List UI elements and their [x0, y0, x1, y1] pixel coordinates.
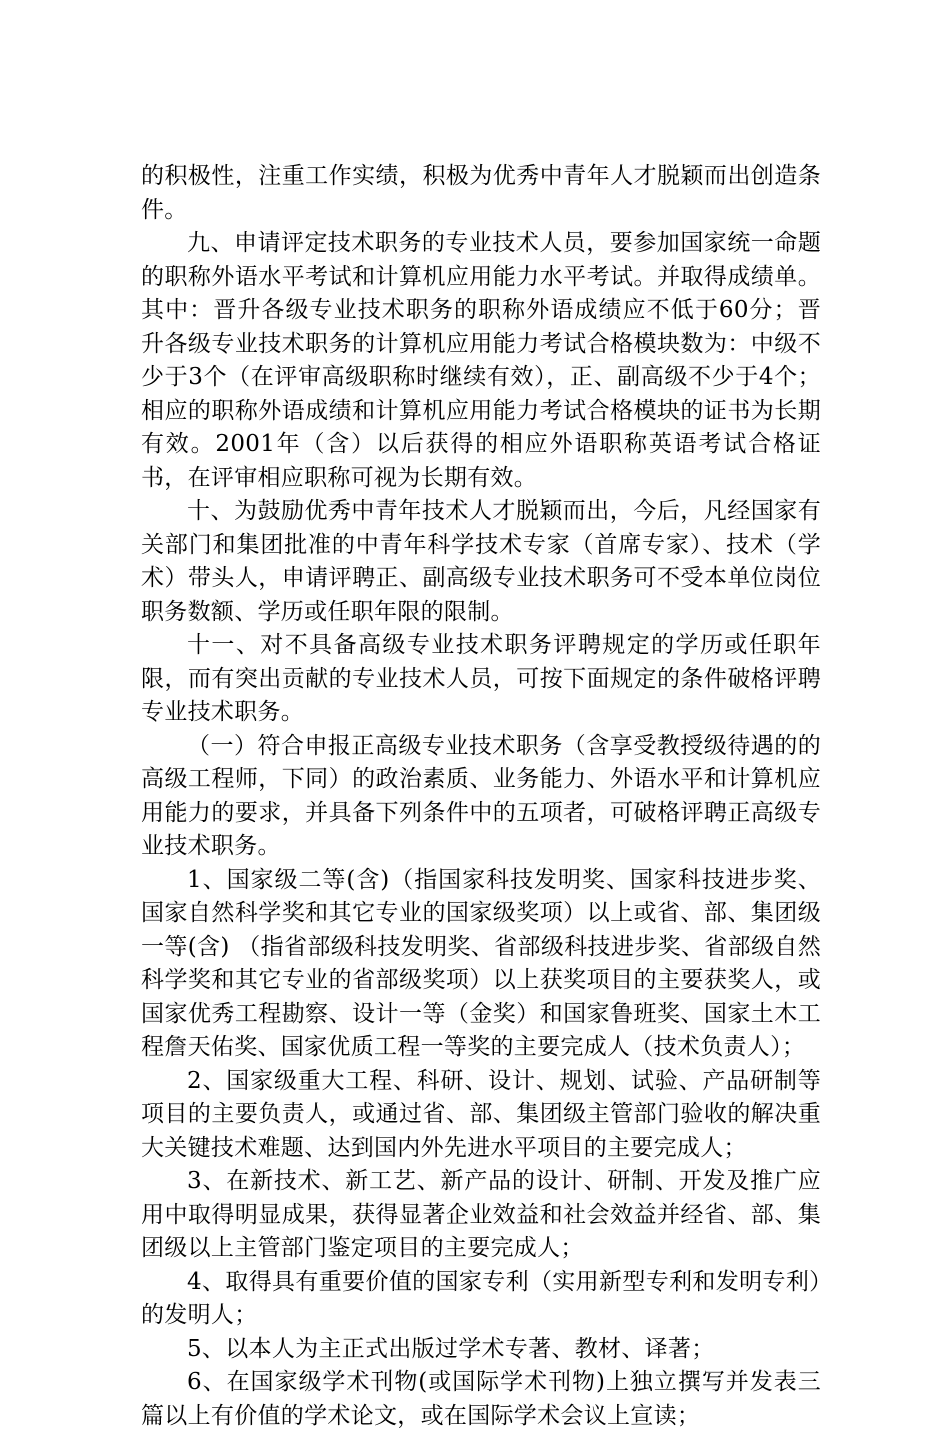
- list-item-condition-6: 6、在国家级学术刊物(或国际学术刊物)上独立撰写并发表三篇以上有价值的学术论文，或在国际学术会议上宣读；: [141, 1369, 821, 1429]
- paragraph-subitem-1: （一）符合申报正高级专业技术职务（含享受教授级待遇的的高级工程师，下同）的政治素质、业务能力、外语水平和计算机应用能力的要求，并具备下列条件中的五项者，可破格评聘正高级专业技术职务。: [141, 732, 821, 859]
- paragraph-item-9: 九、申请评定技术职务的专业技术人员，要参加国家统一命题的职称外语水平考试和计算机应用能力水平考试。并取得成绩单。其中：晋升各级专业技术职务的职称外语成绩应不低于60分；晋升各级专业技术职务的计算机应用能力考试合格模块数为：中级不少于3个（在评审高级职称时继续有效），正、副高级不少于4个；相应的职称外语成绩和计算机应用能力考试合格模块的证书为长期有效。2001年（含）以后获得的相应外语职称英语考试合格证书，在评审相应职称可视为长期有效。: [141, 230, 821, 491]
- document-body: [141, 160, 821, 1433]
- paragraph-item-11: 十一、对不具备高级专业技术职务评聘规定的学历或任职年限，而有突出贡献的专业技术人员，可按下面规定的条件破格评聘专业技术职务。: [141, 632, 821, 725]
- paragraph-item-10: 十、为鼓励优秀中青年技术人才脱颖而出，今后，凡经国家有关部门和集团批准的中青年科学技术专家（首席专家）、技术（学术）带头人，申请评聘正、副高级专业技术职务可不受本单位岗位职务数额、学历或任职年限的限制。: [141, 498, 821, 625]
- list-item-condition-5: 5、以本人为主正式出版过学术专著、教材、译著；: [187, 1335, 715, 1362]
- list-item-condition-2: 2、国家级重大工程、科研、设计、规划、试验、产品研制等项目的主要负责人，或通过省、部、集团级主管部门验收的解决重大关键技术难题、达到国内外先进水平项目的主要完成人；: [141, 1067, 821, 1161]
- list-item-condition-4: 4、取得具有重要价值的国家专利（实用新型专利和发明专利）的发明人；: [141, 1268, 821, 1328]
- list-item-condition-3: 3、在新技术、新工艺、新产品的设计、研制、开发及推广应用中取得明显成果，获得显著企业效益和社会效益并经省、部、集团级以上主管部门鉴定项目的主要完成人；: [141, 1168, 821, 1261]
- list-item-condition-1: 1、国家级二等(含)（指国家科技发明奖、国家科技进步奖、国家自然科学奖和其它专业的国家级奖项）以上或省、部、集团级一等(含) （指省部级科技发明奖、省部级科技进步奖、省部级自然科学奖和其它专业的省部级奖项）以上获奖项目的主要获奖人，或国家优秀工程勘察、设计一等（金奖）和国家鲁班奖、国家土木工程詹天佑奖、国家优质工程一等奖的主要完成人（技术负责人）；: [141, 866, 821, 1060]
- paragraph-continuation: 的积极性，注重工作实绩，积极为优秀中青年人才脱颖而出创造条件。: [141, 163, 821, 223]
